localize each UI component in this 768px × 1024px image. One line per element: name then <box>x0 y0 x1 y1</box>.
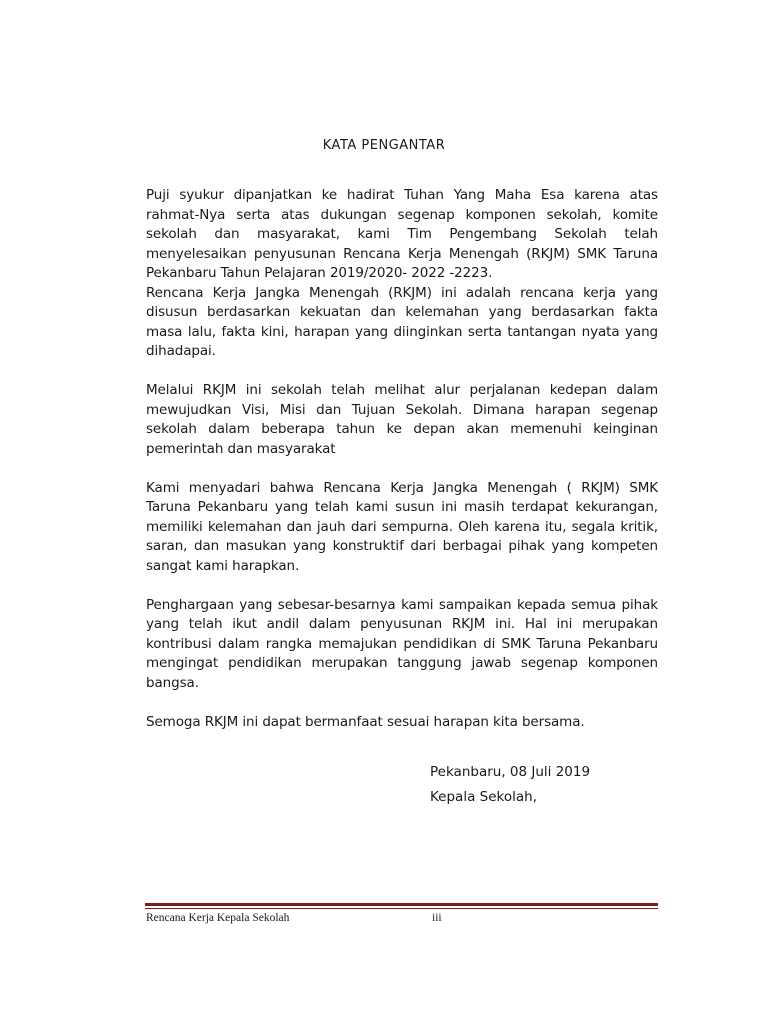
body-text <box>146 186 658 732</box>
signature-position: Kepala Sekolah, <box>430 789 537 805</box>
paragraph-rkjm-purpose: Melalui RKJM ini sekolah telah melihat alur perjalanan kedepan dalam mewujudkan Visi, Misi dan Tujuan Sekolah. Dimana harapan segenap sekolah dalam beberapa tahun ke depan akan memenuhi keinginan pemerintah dan masyarakat <box>146 382 658 457</box>
paragraph-opening: Puji syukur dipanjatkan ke hadirat Tuhan Yang Maha Esa karena atas rahmat-Nya serta atas dukungan segenap komponen sekolah, komite sekolah dan masyarakat, kami Tim Pengembang Sekolah telah menyelesaikan penyusunan Rencana Kerja Menengah (RKJM) SMK Taruna Pekanbaru Tahun Pelajaran 2019/2020- 2022 -2223. <box>146 187 658 281</box>
page-title: KATA PENGANTAR <box>322 138 446 153</box>
paragraph-rkjm-definition: Rencana Kerja Jangka Menengah (RKJM) ini adalah rencana kerja yang disusun berdasarkan kekuatan dan kelemahan yang berdasarkan fakta masa lalu, fakta kini, harapan yang diinginkan serta tantangan nyata yang dihadapai. <box>146 284 658 359</box>
footer-document-name: Rencana Kerja Kepala Sekolah <box>146 912 290 924</box>
paragraph-acknowledgement: Penghargaan yang sebesar-besarnya kami sampaikan kepada semua pihak yang telah ikut andil dalam penyusunan RKJM ini. Hal ini merupakan kontribusi dalam rangka memajukan pendidikan di SMK Taruna Pekanbaru mengingat pendidikan merupakan tanggung jawab segenap komponen bangsa. <box>146 596 658 691</box>
signature-block <box>430 760 590 810</box>
footer-rule-thin <box>145 908 658 909</box>
footer-page-number: iii <box>432 912 442 924</box>
signature-place-date: Pekanbaru, 08 Juli 2019 <box>430 764 591 780</box>
paragraph-feedback-request: Kami menyadari bahwa Rencana Kerja Jangka Menengah ( RKJM) SMK Taruna Pekanbaru yang telah kami susun ini masih terdapat kekurangan, memiliki kelemahan dan jauh dari sempurna. Oleh karena itu, segala kritik, saran, dan masukan yang konstruktif dari berbagai pihak yang kompeten sangat kami harapkan. <box>146 479 658 574</box>
footer-rule-thick <box>145 903 658 906</box>
paragraph-closing: Semoga RKJM ini dapat bermanfaat sesuai harapan kita bersama. <box>146 713 585 730</box>
